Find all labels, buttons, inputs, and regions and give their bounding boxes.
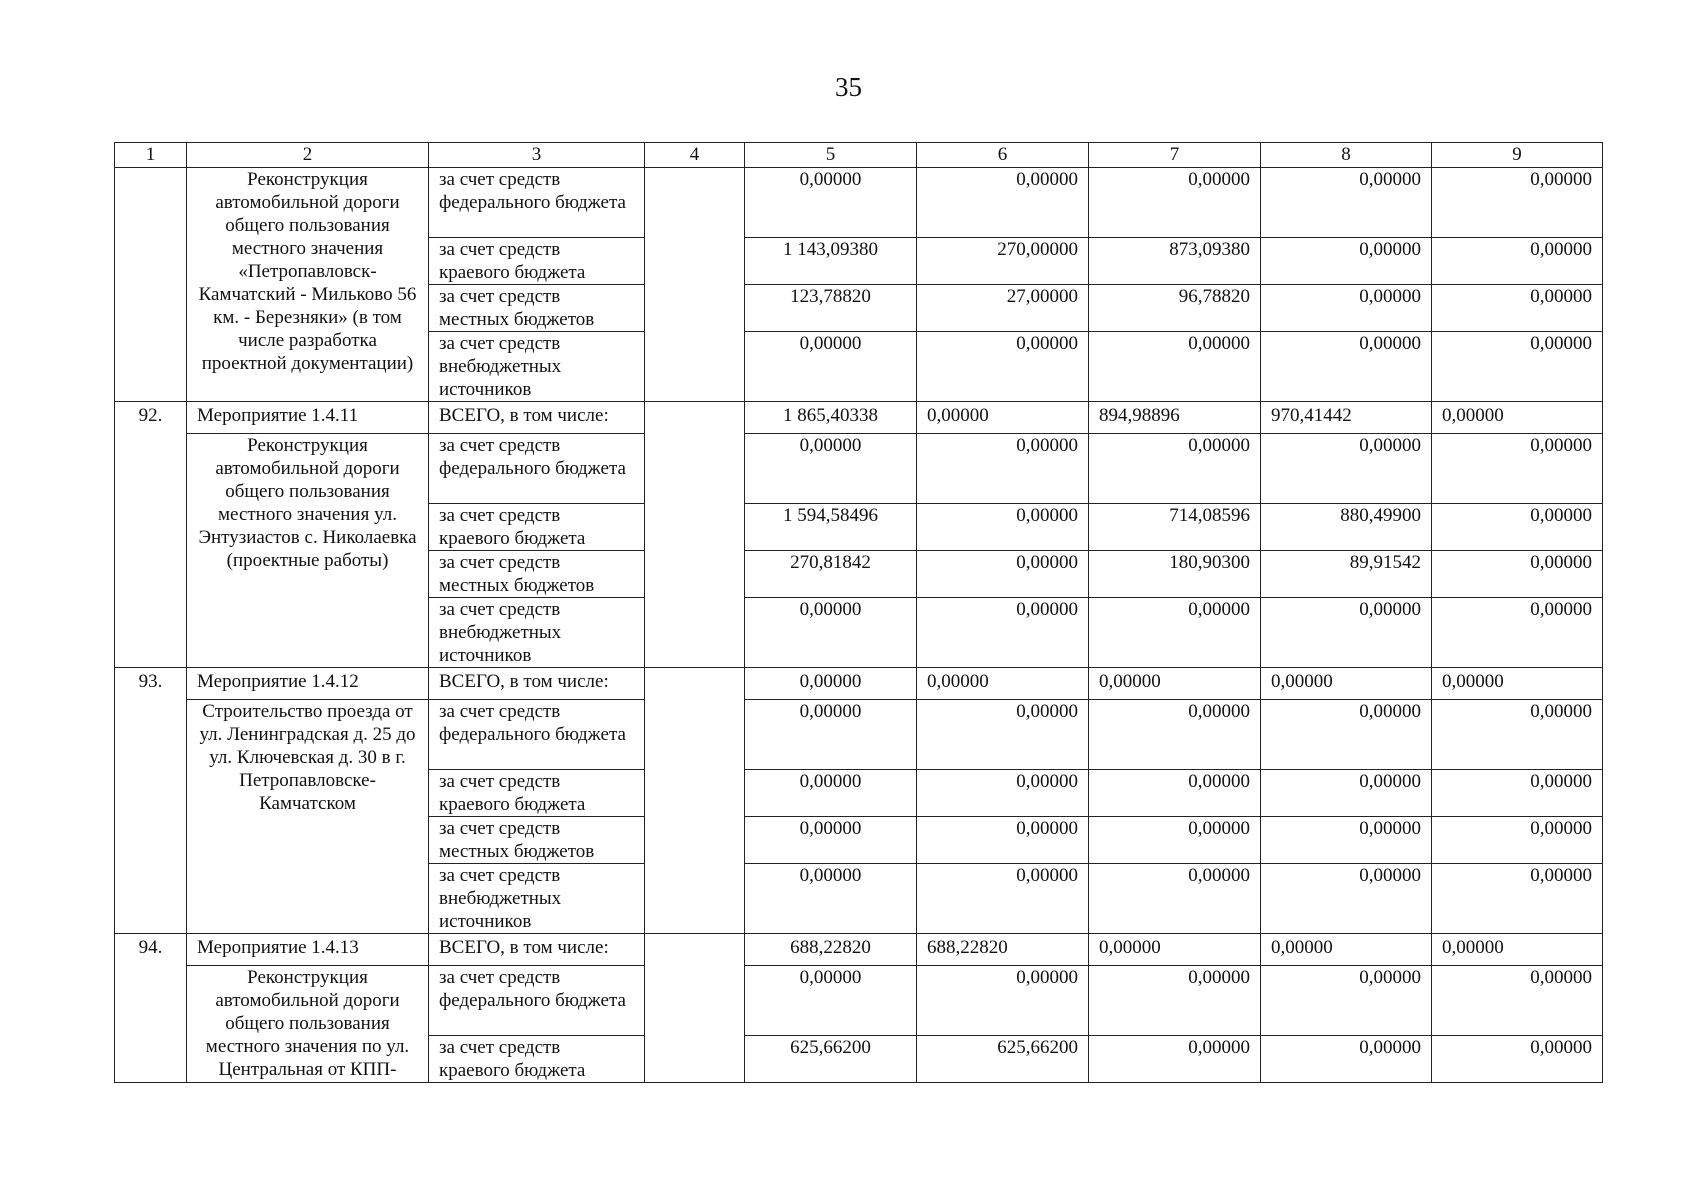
value-cell: 0,00000 (1089, 598, 1261, 668)
column-header: 4 (645, 143, 745, 168)
column-header: 3 (429, 143, 645, 168)
value-cell: 0,00000 (1089, 817, 1261, 864)
value-cell: 1 143,09380 (745, 238, 917, 285)
value-cell: 625,66200 (745, 1036, 917, 1083)
source-label: за счет средств федерального бюджета (429, 700, 645, 770)
value-cell: 0,00000 (1432, 285, 1603, 332)
source-label: за счет средств внебюджетных источников (429, 598, 645, 668)
value-cell: 0,00000 (1261, 598, 1432, 668)
value-cell: 0,00000 (1089, 864, 1261, 934)
value-cell: 0,00000 (1261, 332, 1432, 402)
value-cell: 0,00000 (1261, 434, 1432, 504)
source-label: за счет средств краевого бюджета (429, 504, 645, 551)
value-cell: 1 594,58496 (745, 504, 917, 551)
value-cell: 0,00000 (1432, 504, 1603, 551)
total-value: 0,00000 (1261, 668, 1432, 700)
row-number: 93. (115, 668, 187, 934)
value-cell: 0,00000 (745, 700, 917, 770)
value-cell: 0,00000 (745, 434, 917, 504)
measure-name: Строительство проезда от ул. Ленинградская д. 25 до ул. Ключевская д. 30 в г. Петропавловске-Камчатском (187, 700, 429, 934)
source-label: за счет средств местных бюджетов (429, 817, 645, 864)
value-cell: 0,00000 (1089, 700, 1261, 770)
value-cell: 0,00000 (917, 434, 1089, 504)
column-header: 5 (745, 143, 917, 168)
total-label: ВСЕГО, в том числе: (429, 402, 645, 434)
total-value: 0,00000 (1432, 668, 1603, 700)
value-cell: 880,49900 (1261, 504, 1432, 551)
total-value: 0,00000 (917, 668, 1089, 700)
column-header: 7 (1089, 143, 1261, 168)
value-cell: 0,00000 (1261, 1036, 1432, 1083)
source-label: за счет средств федерального бюджета (429, 434, 645, 504)
source-label: за счет средств местных бюджетов (429, 551, 645, 598)
measure-name: Реконструкция автомобильной дороги общего пользования местного значения по ул. Центральная от КПП- (187, 966, 429, 1083)
column-4-cell (645, 168, 745, 402)
row-number: 92. (115, 402, 187, 668)
column-header: 2 (187, 143, 429, 168)
source-label: за счет средств федерального бюджета (429, 168, 645, 238)
table-row (115, 966, 1603, 1036)
value-cell: 0,00000 (917, 700, 1089, 770)
value-cell: 0,00000 (1432, 598, 1603, 668)
value-cell: 0,00000 (1432, 864, 1603, 934)
value-cell: 0,00000 (1089, 168, 1261, 238)
total-value: 970,41442 (1261, 402, 1432, 434)
value-cell: 96,78820 (1089, 285, 1261, 332)
total-value: 0,00000 (1089, 668, 1261, 700)
column-4-cell (645, 402, 745, 668)
column-header: 8 (1261, 143, 1432, 168)
value-cell: 0,00000 (745, 168, 917, 238)
value-cell: 180,90300 (1089, 551, 1261, 598)
table-row (115, 700, 1603, 770)
value-cell: 0,00000 (1432, 332, 1603, 402)
value-cell: 123,78820 (745, 285, 917, 332)
value-cell: 0,00000 (917, 598, 1089, 668)
total-row (115, 668, 1603, 700)
value-cell: 0,00000 (1432, 434, 1603, 504)
value-cell: 625,66200 (917, 1036, 1089, 1083)
source-label: за счет средств местных бюджетов (429, 285, 645, 332)
value-cell: 0,00000 (1432, 551, 1603, 598)
source-label: за счет средств краевого бюджета (429, 770, 645, 817)
value-cell: 873,09380 (1089, 238, 1261, 285)
value-cell: 0,00000 (1432, 770, 1603, 817)
total-label: ВСЕГО, в том числе: (429, 934, 645, 966)
value-cell: 0,00000 (917, 332, 1089, 402)
total-value: 0,00000 (1432, 402, 1603, 434)
total-value: 894,98896 (1089, 402, 1261, 434)
total-row (115, 402, 1603, 434)
value-cell: 0,00000 (917, 966, 1089, 1036)
column-header: 1 (115, 143, 187, 168)
table-row (115, 434, 1603, 504)
source-label: за счет средств федерального бюджета (429, 966, 645, 1036)
row-number: 94. (115, 934, 187, 1083)
total-value: 0,00000 (1432, 934, 1603, 966)
total-value: 1 865,40338 (745, 402, 917, 434)
value-cell: 0,00000 (917, 770, 1089, 817)
total-row (115, 934, 1603, 966)
total-value: 0,00000 (917, 402, 1089, 434)
value-cell: 0,00000 (1432, 238, 1603, 285)
value-cell: 0,00000 (1261, 864, 1432, 934)
total-value: 0,00000 (1261, 934, 1432, 966)
value-cell: 0,00000 (1261, 770, 1432, 817)
value-cell: 270,00000 (917, 238, 1089, 285)
value-cell: 0,00000 (1089, 434, 1261, 504)
column-number-row (115, 143, 1603, 168)
value-cell: 0,00000 (1432, 1036, 1603, 1083)
value-cell: 0,00000 (917, 168, 1089, 238)
value-cell: 0,00000 (1261, 966, 1432, 1036)
total-value: 0,00000 (1089, 934, 1261, 966)
source-label: за счет средств внебюджетных источников (429, 332, 645, 402)
value-cell: 0,00000 (1432, 168, 1603, 238)
value-cell: 0,00000 (917, 504, 1089, 551)
measure-title: Мероприятие 1.4.11 (187, 402, 429, 434)
value-cell: 0,00000 (1261, 817, 1432, 864)
value-cell: 0,00000 (745, 598, 917, 668)
total-label: ВСЕГО, в том числе: (429, 668, 645, 700)
value-cell: 0,00000 (745, 817, 917, 864)
value-cell: 0,00000 (1261, 168, 1432, 238)
value-cell: 0,00000 (1089, 770, 1261, 817)
total-value: 688,22820 (917, 934, 1089, 966)
source-label: за счет средств краевого бюджета (429, 1036, 645, 1083)
value-cell: 0,00000 (917, 864, 1089, 934)
table-row (115, 168, 1603, 238)
value-cell: 0,00000 (1261, 238, 1432, 285)
value-cell: 0,00000 (1432, 700, 1603, 770)
column-4-cell (645, 934, 745, 1083)
value-cell: 0,00000 (917, 551, 1089, 598)
column-4-cell (645, 668, 745, 934)
value-cell: 0,00000 (1261, 285, 1432, 332)
value-cell: 0,00000 (1089, 332, 1261, 402)
value-cell: 0,00000 (1089, 966, 1261, 1036)
value-cell: 714,08596 (1089, 504, 1261, 551)
value-cell: 89,91542 (1261, 551, 1432, 598)
value-cell: 0,00000 (1089, 1036, 1261, 1083)
total-value: 688,22820 (745, 934, 917, 966)
value-cell: 0,00000 (745, 770, 917, 817)
value-cell: 0,00000 (745, 966, 917, 1036)
value-cell: 0,00000 (1432, 817, 1603, 864)
measure-title: Мероприятие 1.4.12 (187, 668, 429, 700)
measure-name: Реконструкция автомобильной дороги общего пользования местного значения ул. Энтузиастов с. Николаевка (проектные работы) (187, 434, 429, 668)
column-header: 6 (917, 143, 1089, 168)
measure-title: Мероприятие 1.4.13 (187, 934, 429, 966)
measure-name: Реконструкция автомобильной дороги общего пользования местного значения «Петропавловск-Камчатский - Мильково 56 км. - Березняки» (в том числе разработка проектной документации) (187, 168, 429, 402)
page-number: 35 (835, 72, 862, 102)
value-cell: 0,00000 (917, 817, 1089, 864)
budget-table (114, 142, 1603, 1083)
value-cell: 0,00000 (1261, 700, 1432, 770)
value-cell: 0,00000 (1432, 966, 1603, 1036)
column-header: 9 (1432, 143, 1603, 168)
value-cell: 0,00000 (745, 864, 917, 934)
source-label: за счет средств краевого бюджета (429, 238, 645, 285)
row-number-cell (115, 168, 187, 402)
total-value: 0,00000 (745, 668, 917, 700)
source-label: за счет средств внебюджетных источников (429, 864, 645, 934)
value-cell: 27,00000 (917, 285, 1089, 332)
value-cell: 0,00000 (745, 332, 917, 402)
value-cell: 270,81842 (745, 551, 917, 598)
